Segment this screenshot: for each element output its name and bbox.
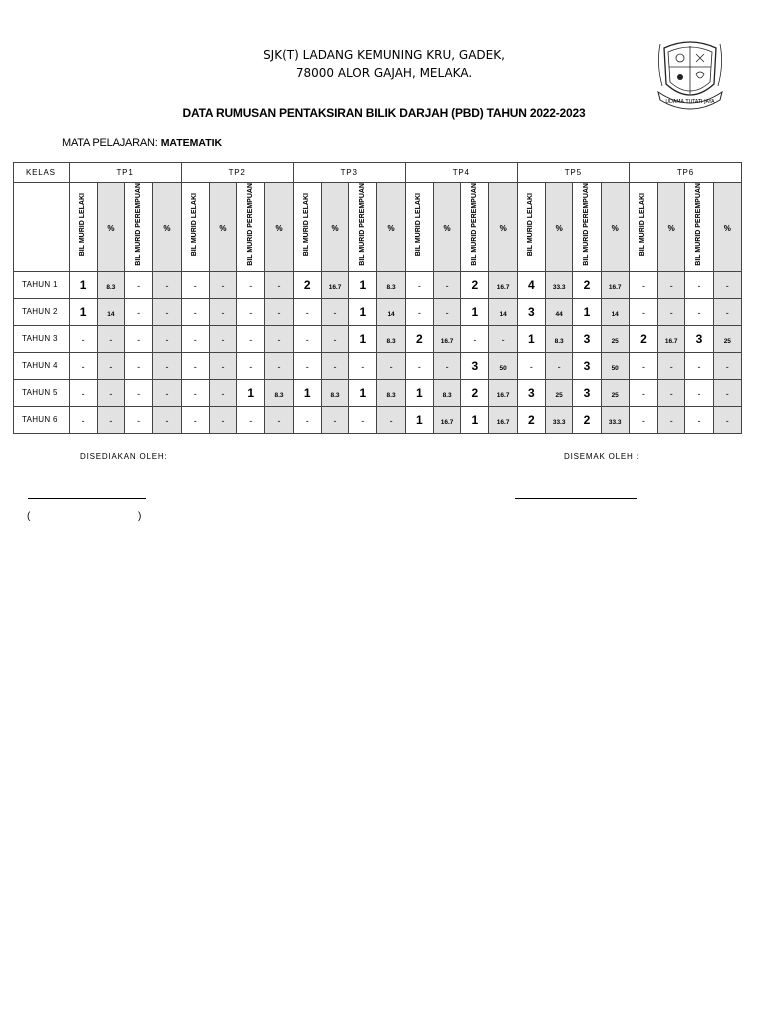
count-cell: 1 [69,298,97,325]
percent-cell: - [265,352,293,379]
count-cell: - [685,271,713,298]
percent-cell: - [489,325,517,352]
percent-header: % [209,183,236,272]
percent-cell: 8.3 [433,379,460,406]
percent-cell: - [153,298,181,325]
percent-cell: - [153,406,181,433]
count-cell: 2 [293,271,321,298]
percent-header: % [433,183,460,272]
count-cell: - [349,352,377,379]
pbd-summary-table [13,162,742,434]
percent-cell: 33.3 [546,406,573,433]
count-cell: - [181,298,209,325]
percent-cell: - [265,271,293,298]
count-cell: - [629,406,657,433]
percent-cell: 25 [713,325,741,352]
count-cell: 3 [573,325,601,352]
count-cell: 2 [573,271,601,298]
percent-cell: - [97,379,124,406]
percent-cell: - [546,352,573,379]
percent-header: % [377,183,405,272]
group-header-tp6: TP6 [629,163,741,183]
bil-murid-perempuan-header: BIL MURID PEREMPUAN [349,183,377,272]
count-cell: - [685,379,713,406]
count-cell: 4 [517,271,545,298]
percent-cell: - [209,352,236,379]
percent-cell: 14 [377,298,405,325]
percent-cell: - [265,325,293,352]
table-row [14,298,742,325]
count-cell: - [125,352,153,379]
table-row [14,352,742,379]
subject-line [62,137,222,149]
percent-cell: - [658,406,685,433]
count-cell: - [125,379,153,406]
percent-cell: - [321,325,348,352]
name-paren-open: ( [27,511,31,522]
count-cell: - [237,298,265,325]
percent-cell: 25 [601,379,629,406]
subject-value: MATEMATIK [160,137,223,149]
percent-cell: - [377,352,405,379]
count-cell: 1 [517,325,545,352]
percent-header: % [265,183,293,272]
logo-motto: UDAMA TUTATI JAYA [665,99,715,105]
percent-cell: - [713,271,741,298]
table-row [14,325,742,352]
percent-cell: 16.7 [658,325,685,352]
percent-cell: 50 [601,352,629,379]
count-cell: - [629,298,657,325]
bil-murid-perempuan-header: BIL MURID PEREMPUAN [125,183,153,272]
count-cell: - [405,352,433,379]
school-name: SJK(T) LADANG KEMUNING KRU, GADEK, [263,48,505,62]
percent-cell: - [433,298,460,325]
count-cell: 1 [349,379,377,406]
percent-cell: - [433,352,460,379]
count-cell: 1 [461,298,489,325]
count-cell: - [181,352,209,379]
count-cell: - [69,406,97,433]
percent-cell: - [153,352,181,379]
percent-cell: - [209,298,236,325]
row-label: TAHUN 3 [14,325,70,352]
percent-cell: - [153,379,181,406]
percent-cell: 16.7 [489,379,517,406]
count-cell: - [629,379,657,406]
percent-cell: - [713,379,741,406]
kelas-header: KELAS [14,163,70,183]
percent-cell: - [658,352,685,379]
bil-murid-perempuan-header: BIL MURID PEREMPUAN [685,183,713,272]
bil-murid-lelaki-header: BIL MURID LELAKI [629,183,657,272]
count-cell: - [125,271,153,298]
count-cell: - [69,352,97,379]
checked-by-signature-line [515,498,637,499]
group-header-tp2: TP2 [181,163,293,183]
percent-cell: - [97,352,124,379]
count-cell: - [349,406,377,433]
count-cell: - [685,352,713,379]
percent-cell: - [658,379,685,406]
percent-cell: - [209,379,236,406]
school-crest-logo [654,34,726,114]
count-cell: - [405,298,433,325]
bil-murid-perempuan-header: BIL MURID PEREMPUAN [461,183,489,272]
group-header-tp1: TP1 [69,163,181,183]
count-cell: 3 [573,379,601,406]
count-cell: 1 [237,379,265,406]
percent-cell: - [97,325,124,352]
percent-cell: - [321,298,348,325]
count-cell: - [237,352,265,379]
percent-cell: 33.3 [601,406,629,433]
percent-cell: - [713,406,741,433]
percent-cell: - [713,298,741,325]
count-cell: - [517,352,545,379]
percent-cell: - [265,406,293,433]
count-cell: - [237,325,265,352]
count-cell: - [461,325,489,352]
prepared-by-label: DISEDIAKAN OLEH: [80,452,168,461]
count-cell: - [181,271,209,298]
sub-header-row [14,183,742,272]
bil-murid-lelaki-header: BIL MURID LELAKI [181,183,209,272]
count-cell: - [125,325,153,352]
count-cell: 3 [517,298,545,325]
percent-cell: 16.7 [433,406,460,433]
count-cell: 2 [573,406,601,433]
name-paren-close: ) [138,511,142,522]
row-label: TAHUN 2 [14,298,70,325]
count-cell: - [629,352,657,379]
percent-cell: - [321,352,348,379]
percent-cell: 16.7 [489,271,517,298]
count-cell: - [685,298,713,325]
group-header-row [14,163,742,183]
count-cell: - [405,271,433,298]
count-cell: - [293,406,321,433]
count-cell: - [125,406,153,433]
count-cell: 1 [461,406,489,433]
count-cell: - [237,271,265,298]
percent-cell: - [265,298,293,325]
percent-cell: - [433,271,460,298]
school-address: 78000 ALOR GAJAH, MELAKA. [295,66,473,80]
kelas-header-blank [14,183,70,272]
count-cell: - [685,406,713,433]
count-cell: 2 [517,406,545,433]
percent-cell: 16.7 [601,271,629,298]
subject-label: MATA PELAJARAN: [62,137,158,149]
group-header-tp5: TP5 [517,163,629,183]
row-label: TAHUN 5 [14,379,70,406]
count-cell: - [293,325,321,352]
percent-cell: - [321,406,348,433]
bil-murid-lelaki-header: BIL MURID LELAKI [517,183,545,272]
percent-header: % [546,183,573,272]
count-cell: 2 [461,271,489,298]
percent-cell: 16.7 [489,406,517,433]
percent-cell: 50 [489,352,517,379]
count-cell: 2 [629,325,657,352]
count-cell: 1 [573,298,601,325]
bil-murid-lelaki-header: BIL MURID LELAKI [69,183,97,272]
count-cell: 1 [349,271,377,298]
percent-cell: 16.7 [433,325,460,352]
count-cell: 2 [461,379,489,406]
percent-cell: 8.3 [265,379,293,406]
checked-by-label: DISEMAK OLEH : [564,452,640,461]
percent-cell: - [377,406,405,433]
count-cell: 3 [517,379,545,406]
percent-cell: 8.3 [546,325,573,352]
bil-murid-lelaki-header: BIL MURID LELAKI [405,183,433,272]
percent-cell: 8.3 [377,325,405,352]
count-cell: - [181,325,209,352]
bil-murid-perempuan-header: BIL MURID PEREMPUAN [237,183,265,272]
percent-cell: 14 [97,298,124,325]
group-header-tp3: TP3 [293,163,405,183]
percent-header: % [601,183,629,272]
count-cell: 1 [349,325,377,352]
percent-cell: 8.3 [97,271,124,298]
count-cell: - [69,325,97,352]
row-label: TAHUN 1 [14,271,70,298]
bil-murid-perempuan-header: BIL MURID PEREMPUAN [573,183,601,272]
count-cell: - [629,271,657,298]
percent-cell: 33.3 [546,271,573,298]
percent-cell: - [97,406,124,433]
percent-cell: 25 [601,325,629,352]
percent-cell: - [153,325,181,352]
page-title: DATA RUMUSAN PENTAKSIRAN BILIK DARJAH (PBD) TAHUN 2022-2023 [182,106,586,120]
bil-murid-lelaki-header: BIL MURID LELAKI [293,183,321,272]
percent-cell: - [713,352,741,379]
percent-cell: - [209,271,236,298]
percent-cell: 8.3 [321,379,348,406]
count-cell: 3 [685,325,713,352]
count-cell: 3 [461,352,489,379]
count-cell: 1 [405,379,433,406]
percent-cell: - [209,325,236,352]
count-cell: 1 [69,271,97,298]
prepared-by-signature-line [28,498,146,499]
percent-cell: 16.7 [321,271,348,298]
count-cell: - [69,379,97,406]
count-cell: - [293,298,321,325]
count-cell: - [181,406,209,433]
count-cell: 1 [293,379,321,406]
row-label: TAHUN 4 [14,352,70,379]
percent-header: % [713,183,741,272]
count-cell: - [181,379,209,406]
percent-cell: 14 [601,298,629,325]
count-cell: - [237,406,265,433]
percent-cell: - [153,271,181,298]
count-cell: 3 [573,352,601,379]
percent-header: % [97,183,124,272]
percent-header: % [321,183,348,272]
percent-cell: 8.3 [377,379,405,406]
count-cell: 2 [405,325,433,352]
count-cell: - [125,298,153,325]
count-cell: - [293,352,321,379]
percent-header: % [658,183,685,272]
table-row [14,379,742,406]
group-header-tp4: TP4 [405,163,517,183]
percent-cell: 8.3 [377,271,405,298]
percent-cell: 44 [546,298,573,325]
count-cell: 1 [405,406,433,433]
percent-cell: - [658,271,685,298]
percent-header: % [153,183,181,272]
count-cell: 1 [349,298,377,325]
table-row [14,406,742,433]
percent-header: % [489,183,517,272]
percent-cell: 25 [546,379,573,406]
table-row [14,271,742,298]
percent-cell: - [658,298,685,325]
percent-cell: - [209,406,236,433]
row-label: TAHUN 6 [14,406,70,433]
percent-cell: 14 [489,298,517,325]
